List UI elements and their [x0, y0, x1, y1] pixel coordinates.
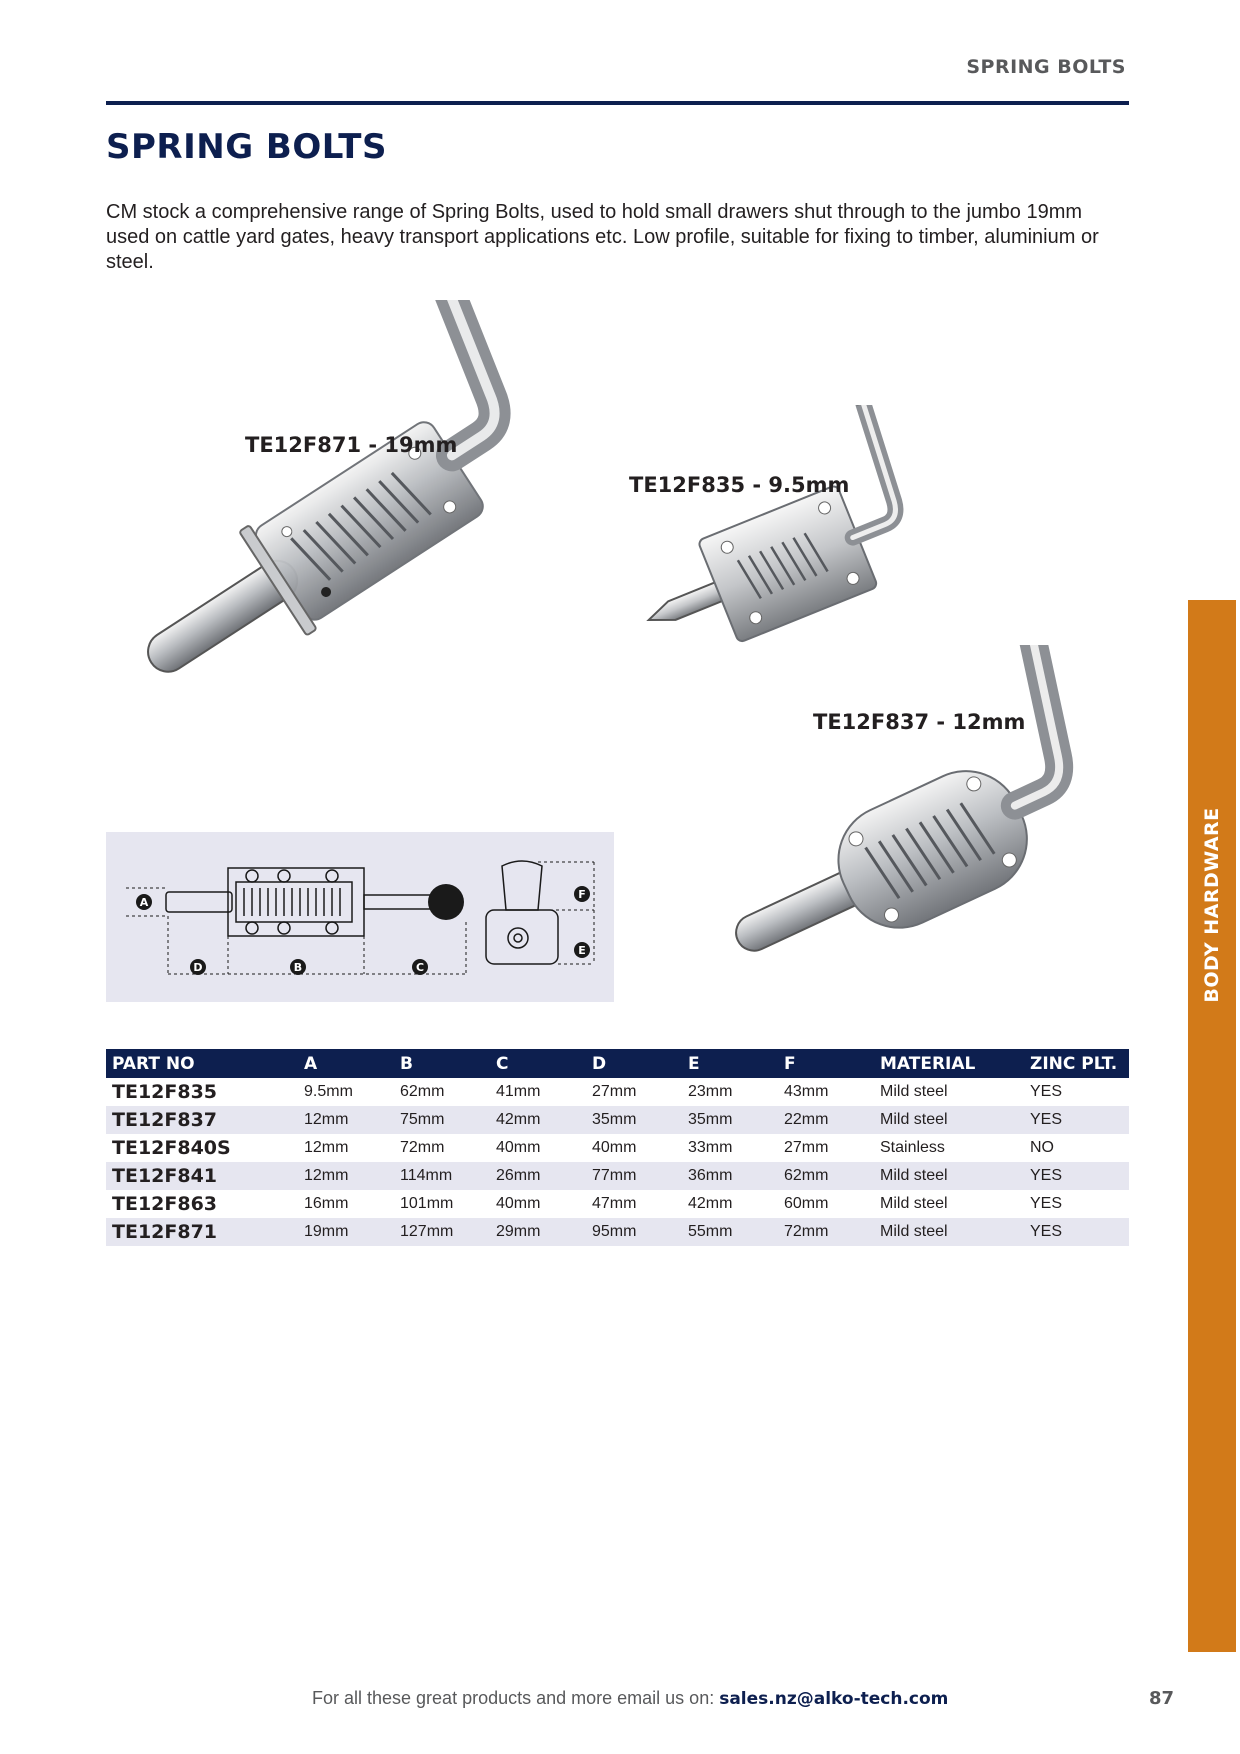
table-cell: 19mm	[298, 1218, 394, 1246]
product-label-te12f871: TE12F871 - 19mm	[245, 433, 458, 457]
page-number: 87	[1149, 1688, 1175, 1709]
diagram-marker-b: B	[293, 961, 303, 974]
diagram-marker-a: A	[139, 896, 149, 909]
table-cell: 127mm	[394, 1218, 490, 1246]
table-row	[106, 1078, 1129, 1106]
footer-email-link[interactable]: sales.nz@alko-tech.com	[719, 1689, 949, 1709]
table-cell: Mild steel	[880, 1083, 948, 1100]
intro-paragraph: CM stock a comprehensive range of Spring Bolts, used to hold small drawers shut through to the jumbo 19mm used on cattle yard gates, heavy transport applications etc. Low profile, suitable for fixing to timber, aluminium or steel.	[106, 201, 1099, 273]
diagram-marker-e: E	[578, 944, 586, 957]
table-cell: 22mm	[778, 1106, 874, 1134]
spring-bolt-12mm-image	[720, 645, 1100, 985]
table-cell: 40mm	[496, 1195, 541, 1212]
table-cell: 72mm	[778, 1218, 874, 1246]
table-cell: Mild steel	[880, 1195, 948, 1212]
table-cell: 62mm	[778, 1162, 874, 1190]
table-cell: 35mm	[586, 1106, 682, 1134]
table-cell: 12mm	[304, 1139, 349, 1156]
col-header-c: C	[490, 1049, 586, 1078]
diagram-marker-d: D	[193, 961, 203, 974]
table-cell: 26mm	[490, 1162, 586, 1190]
table-cell: 60mm	[784, 1195, 829, 1212]
part-no-cell: TE12F871	[106, 1218, 298, 1246]
table-cell: 35mm	[682, 1106, 778, 1134]
table-cell: 62mm	[400, 1083, 445, 1100]
table-cell: 114mm	[394, 1162, 490, 1190]
table-cell: 95mm	[586, 1218, 682, 1246]
table-row	[106, 1218, 1129, 1246]
footer-text: For all these great products and more email us on:	[312, 1688, 720, 1708]
table-cell: 42mm	[688, 1195, 733, 1212]
product-label-te12f835: TE12F835 - 9.5mm	[629, 473, 850, 497]
table-cell: Mild steel	[874, 1162, 1024, 1190]
spring-bolt-9-5mm-image	[630, 405, 910, 685]
part-no-cell: TE12F841	[106, 1162, 298, 1190]
table-cell: 33mm	[688, 1139, 733, 1156]
table-cell: Mild steel	[874, 1218, 1024, 1246]
table-cell: YES	[1024, 1218, 1129, 1246]
table-cell: 36mm	[682, 1162, 778, 1190]
table-cell: YES	[1030, 1083, 1063, 1100]
table-cell: YES	[1024, 1106, 1129, 1134]
dimension-drawing	[106, 832, 614, 1002]
table-cell: 12mm	[298, 1162, 394, 1190]
table-cell: 77mm	[586, 1162, 682, 1190]
table-cell: YES	[1024, 1162, 1129, 1190]
table-cell: Stainless	[880, 1139, 945, 1156]
part-no-cell: TE12F840S	[112, 1137, 231, 1159]
table-cell: 27mm	[592, 1083, 637, 1100]
spring-bolt-19mm-image	[110, 300, 560, 750]
table-cell: 42mm	[490, 1106, 586, 1134]
diagram-marker-c: C	[415, 961, 425, 974]
product-label-te12f837: TE12F837 - 12mm	[813, 710, 1026, 734]
part-no-cell: TE12F863	[112, 1193, 218, 1215]
table-cell: 23mm	[688, 1083, 733, 1100]
col-header-e: E	[682, 1049, 778, 1078]
table-cell: 101mm	[400, 1195, 454, 1212]
table-cell: NO	[1030, 1139, 1054, 1156]
table-row	[106, 1106, 1129, 1134]
table-cell: 43mm	[784, 1083, 829, 1100]
table-row	[106, 1162, 1129, 1190]
table-cell: 72mm	[400, 1139, 445, 1156]
running-header: SPRING BOLTS	[966, 56, 1126, 78]
table-cell: 75mm	[394, 1106, 490, 1134]
dimension-diagram	[106, 832, 614, 1002]
table-row	[106, 1190, 1129, 1218]
table-cell: 47mm	[592, 1195, 637, 1212]
table-cell: 29mm	[490, 1218, 586, 1246]
section-side-tab	[1188, 600, 1236, 1652]
col-header-material: MATERIAL	[874, 1049, 1024, 1078]
table-cell: 41mm	[496, 1083, 541, 1100]
spec-table	[106, 1049, 1129, 1246]
page-title: SPRING BOLTS	[106, 127, 387, 167]
table-cell: 9.5mm	[304, 1083, 353, 1100]
col-header-b: B	[394, 1049, 490, 1078]
table-header-row	[106, 1049, 1129, 1078]
table-cell: 40mm	[496, 1139, 541, 1156]
table-cell: 16mm	[304, 1195, 349, 1212]
part-no-cell: TE12F837	[106, 1106, 298, 1134]
diagram-marker-f: F	[578, 888, 586, 901]
col-header-d: D	[586, 1049, 682, 1078]
col-header-part-no: PART NO	[106, 1049, 298, 1078]
part-no-cell: TE12F835	[112, 1081, 218, 1103]
table-cell: YES	[1030, 1195, 1063, 1212]
col-header-a: A	[298, 1049, 394, 1078]
table-cell: 27mm	[784, 1139, 829, 1156]
col-header-f: F	[778, 1049, 874, 1078]
table-cell: 40mm	[592, 1139, 637, 1156]
table-row	[106, 1134, 1129, 1162]
header-rule	[106, 101, 1129, 105]
col-header-zinc-plt: ZINC PLT.	[1024, 1049, 1129, 1078]
table-cell: 55mm	[682, 1218, 778, 1246]
table-cell: Mild steel	[874, 1106, 1024, 1134]
footer-note	[312, 1688, 948, 1709]
table-cell: 12mm	[298, 1106, 394, 1134]
section-side-tab-label: BODY HARDWARE	[1201, 807, 1223, 1003]
